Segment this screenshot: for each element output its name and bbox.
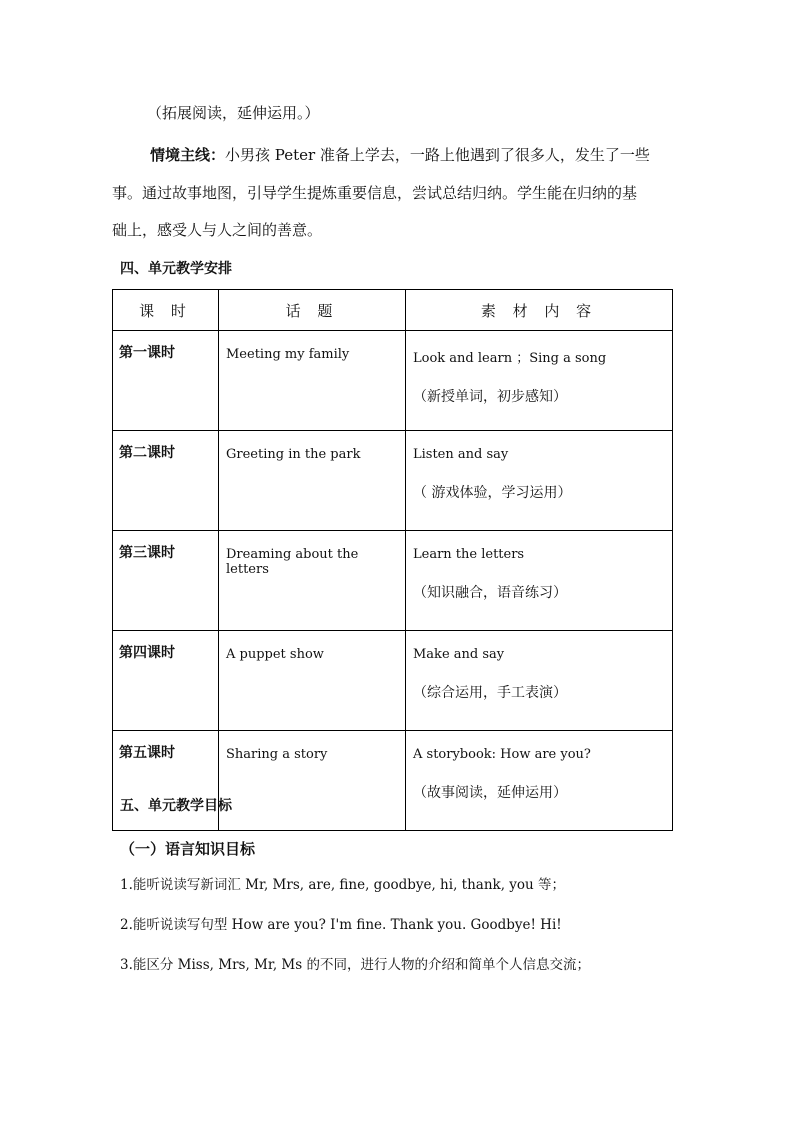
material-text: Learn the letters [413, 547, 525, 562]
material-note: （新授单词，初步感知） [413, 389, 567, 405]
material-cell [406, 331, 673, 431]
situation-line-1 [150, 148, 650, 163]
situation-line-3: 础上，感受人与人之间的善意。 [112, 221, 323, 239]
lesson-cell: 第二课时 [113, 431, 219, 531]
goal-item-1: 1.能听说读写新词汇 Mr, Mrs, are, fine, goodbye, hi, thank, you 等； [120, 877, 566, 893]
lesson-cell: 第四课时 [113, 631, 219, 731]
lesson-cell: 第三课时 [113, 531, 219, 631]
intro-line: （拓展阅读，延伸运用。） [147, 104, 320, 122]
material-cell [406, 531, 673, 631]
material-note: （ 游戏体验，学习运用） [413, 485, 572, 501]
situation-label: 情境主线： [150, 146, 226, 164]
schedule-table [112, 289, 673, 831]
table-row [113, 331, 673, 431]
section5-heading: 五、单元教学目标 [120, 798, 232, 814]
material-note: （故事阅读，延伸运用） [413, 785, 567, 801]
material-note: （知识融合，语音练习） [413, 585, 567, 601]
table-row [113, 731, 673, 831]
material-note: （综合运用，手工表演） [413, 685, 567, 701]
goal-item-2: 2.能听说读写句型 How are you? I'm fine. Thank you. Goodbye! Hi! [120, 917, 562, 933]
situation-line-2: 事。通过故事地图，引导学生提炼重要信息，尝试总结归纳。学生能在归纳的基 [112, 184, 638, 202]
lesson-cell: 第一课时 [113, 331, 219, 431]
topic-cell: Dreaming about the letters [219, 531, 406, 631]
table-row [113, 531, 673, 631]
material-text: Make and say [413, 647, 505, 662]
situation-text-1: 小男孩 Peter 准备上学去，一路上他遇到了很多人，发生了一些 [225, 146, 650, 164]
material-cell [406, 731, 673, 831]
goal-item-3: 3.能区分 Miss, Mrs, Mr, Ms 的不同，进行人物的介绍和简单个人信息交流； [120, 957, 590, 973]
material-cell [406, 631, 673, 731]
table-header-row [113, 290, 673, 331]
material-text: Listen and say [413, 447, 509, 462]
topic-cell: Greeting in the park [219, 431, 406, 531]
section4-heading: 四、单元教学安排 [120, 261, 232, 277]
topic-cell: Meeting my family [219, 331, 406, 431]
header-lesson: 课 时 [113, 290, 219, 331]
topic-cell: Sharing a story [219, 731, 406, 831]
topic-cell: A puppet show [219, 631, 406, 731]
table-row [113, 631, 673, 731]
material-text: Look and learn ；Sing a song [413, 351, 607, 366]
section5-subheading: （一）语言知识目标 [120, 840, 256, 858]
table-row [113, 431, 673, 531]
header-topic: 话 题 [219, 290, 406, 331]
header-material: 素 材 内 容 [406, 290, 673, 331]
lesson-cell: 第五课时 [113, 731, 219, 831]
material-cell [406, 431, 673, 531]
material-text: A storybook: How are you? [413, 747, 591, 762]
